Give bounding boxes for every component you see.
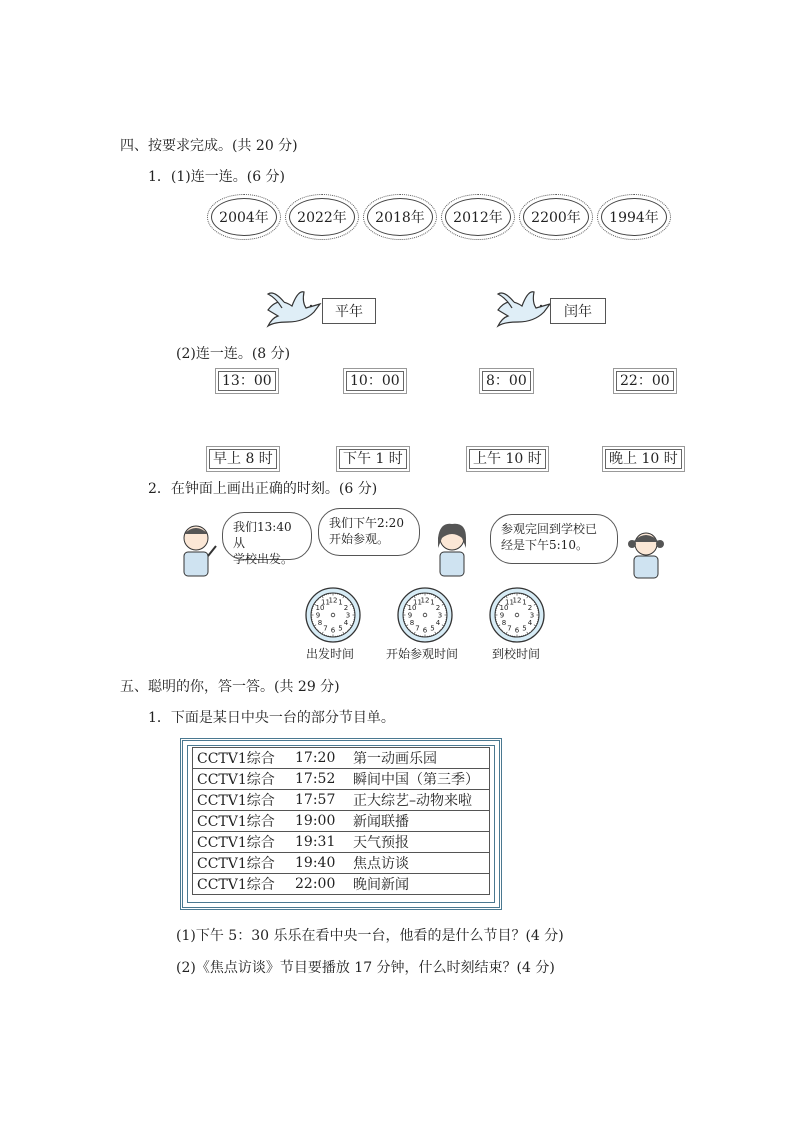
table-row — [193, 790, 490, 811]
tv-schedule-table — [192, 747, 490, 895]
bubble-line: 开始参观。 — [329, 532, 390, 546]
year-oval-5[interactable] — [523, 198, 589, 236]
clock-number: 5 — [430, 624, 435, 633]
clock-label-3: 到校时间 — [492, 647, 541, 661]
table-cell-time: 17:57 — [291, 790, 349, 811]
table-cell-program: 瞬间中国（第三季） — [349, 769, 490, 790]
clock-number: 5 — [522, 624, 527, 633]
table-cell-time: 17:20 — [291, 748, 349, 769]
question-2: 2．在钟面上画出正确的时刻。(6 分) — [148, 481, 378, 497]
year-oval-6[interactable] — [601, 198, 667, 236]
year-label: 2200年 — [531, 210, 581, 226]
table-cell-channel: CCTV1综合 — [193, 790, 292, 811]
table-cell-program: 第一动画乐园 — [349, 748, 490, 769]
clock-number: 3 — [437, 611, 443, 620]
table-cell-channel: CCTV1综合 — [193, 832, 292, 853]
table-row — [193, 748, 490, 769]
clock-number: 9 — [407, 611, 413, 620]
table-cell-time: 19:40 — [291, 853, 349, 874]
clock-face-svg[interactable] — [488, 586, 546, 644]
bubble-line: 经是下午5:10。 — [501, 538, 588, 552]
question-5-1: 1．下面是某日中央一台的部分节目单。 — [148, 710, 395, 726]
time-box-1[interactable]: 13：00 — [218, 371, 276, 391]
table-cell-program: 焦点访谈 — [349, 853, 490, 874]
clock-number: 7 — [415, 624, 420, 633]
year-label: 2018年 — [375, 210, 425, 226]
clock-number: 11 — [505, 598, 514, 607]
year-oval-3[interactable] — [367, 198, 433, 236]
clock-number: 7 — [507, 624, 512, 633]
girl-figure-icon — [624, 530, 668, 580]
period-box-1[interactable]: 早上 8 时 — [209, 449, 277, 469]
category-box-common-year[interactable] — [322, 298, 376, 324]
section-5-title: 五、聪明的你，答一答。(共 29 分) — [120, 679, 340, 695]
table-cell-time: 17:52 — [291, 769, 349, 790]
clock-number: 10 — [499, 604, 509, 612]
clock-number: 6 — [330, 626, 336, 635]
clock-face-svg[interactable] — [396, 586, 454, 644]
clock-number: 12 — [328, 596, 338, 605]
time-box-2[interactable]: 10：00 — [346, 371, 404, 391]
question-1-1: 1．(1)连一连。(6 分) — [148, 169, 286, 185]
table-cell-time: 19:31 — [291, 832, 349, 853]
bubble-line: 我们13:40从 — [233, 520, 292, 550]
year-label: 2012年 — [453, 210, 503, 226]
table-cell-program: 正大综艺–动物来啦 — [349, 790, 490, 811]
table-cell-channel: CCTV1综合 — [193, 853, 292, 874]
clock-number: 6 — [514, 626, 520, 635]
table-cell-channel: CCTV1综合 — [193, 769, 292, 790]
table-cell-program: 天气预报 — [349, 832, 490, 853]
clock-number: 11 — [321, 598, 330, 607]
bubble-line: 参观完回到学校已 — [501, 522, 598, 536]
clock-number: 10 — [407, 604, 417, 612]
sub-question-2: (2)《焦点访谈》节目要播放 17 分钟，什么时刻结束？(4 分) — [176, 960, 555, 976]
clock-number: 4 — [343, 619, 349, 627]
table-cell-channel: CCTV1综合 — [193, 811, 292, 832]
clock-number: 1 — [338, 598, 343, 607]
year-label: 1994年 — [609, 210, 659, 226]
clock-number: 3 — [345, 611, 351, 620]
girl-figure-icon — [432, 522, 472, 578]
clock-face-2[interactable] — [396, 586, 454, 644]
time-box-3[interactable]: 8：00 — [482, 371, 531, 391]
clock-face-3[interactable] — [488, 586, 546, 644]
year-label: 2004年 — [219, 210, 269, 226]
clock-number: 3 — [529, 611, 535, 620]
year-label: 2022年 — [297, 210, 347, 226]
table-cell-channel: CCTV1综合 — [193, 748, 292, 769]
clock-number: 4 — [435, 619, 441, 627]
clock-number: 2 — [343, 604, 349, 612]
dove-icon — [494, 288, 556, 330]
table-cell-program: 新闻联播 — [349, 811, 490, 832]
clock-number: 1 — [430, 598, 435, 607]
clock-label-1: 出发时间 — [306, 647, 355, 661]
category-box-leap-year[interactable] — [550, 298, 606, 324]
speech-bubble-2 — [318, 508, 420, 556]
bubble-line: 我们下午2:20 — [329, 516, 404, 530]
clock-number: 2 — [527, 604, 533, 612]
table-cell-channel: CCTV1综合 — [193, 874, 292, 895]
year-oval-2[interactable] — [289, 198, 355, 236]
clock-number: 9 — [499, 611, 505, 620]
clock-number: 8 — [317, 619, 323, 627]
clock-number: 8 — [501, 619, 507, 627]
table-cell-time: 19:00 — [291, 811, 349, 832]
clock-number: 7 — [323, 624, 328, 633]
table-row — [193, 811, 490, 832]
clock-face-1[interactable] — [304, 586, 362, 644]
year-oval-1[interactable] — [211, 198, 277, 236]
period-box-2[interactable]: 下午 1 时 — [339, 449, 407, 469]
speech-bubble-3 — [490, 514, 618, 564]
clock-number: 6 — [422, 626, 428, 635]
period-box-4[interactable]: 晚上 10 时 — [605, 449, 682, 469]
clock-number: 5 — [338, 624, 343, 633]
question-1-2: (2)连一连。(8 分) — [176, 346, 291, 362]
clock-number: 1 — [522, 598, 527, 607]
clock-number: 4 — [527, 619, 533, 627]
dove-icon — [264, 288, 326, 330]
boy-figure-icon — [176, 522, 220, 578]
time-box-4[interactable]: 22：00 — [616, 371, 674, 391]
clock-label-2: 开始参观时间 — [386, 647, 459, 661]
table-row — [193, 874, 490, 895]
category-label: 闰年 — [564, 304, 592, 320]
speech-bubble-1 — [222, 512, 312, 566]
table-cell-program: 晚间新闻 — [349, 874, 490, 895]
clock-number: 10 — [315, 604, 325, 612]
sub-question-1: (1)下午 5：30 乐乐在看中央一台，他看的是什么节目？(4 分) — [176, 928, 564, 944]
period-box-3[interactable]: 上午 10 时 — [469, 449, 546, 469]
year-oval-4[interactable] — [445, 198, 511, 236]
clock-number: 12 — [512, 596, 522, 605]
clock-number: 11 — [413, 598, 422, 607]
clock-number: 8 — [409, 619, 415, 627]
bubble-line: 学校出发。 — [233, 552, 294, 566]
section-4-title: 四、按要求完成。(共 20 分) — [120, 138, 298, 154]
table-row — [193, 769, 490, 790]
table-cell-time: 22:00 — [291, 874, 349, 895]
clock-number: 12 — [420, 596, 430, 605]
clock-face-svg[interactable] — [304, 586, 362, 644]
clock-number: 9 — [315, 611, 321, 620]
tv-schedule-frame — [180, 738, 502, 910]
table-row — [193, 853, 490, 874]
category-label: 平年 — [335, 304, 363, 320]
clock-number: 2 — [435, 604, 441, 612]
table-row — [193, 832, 490, 853]
